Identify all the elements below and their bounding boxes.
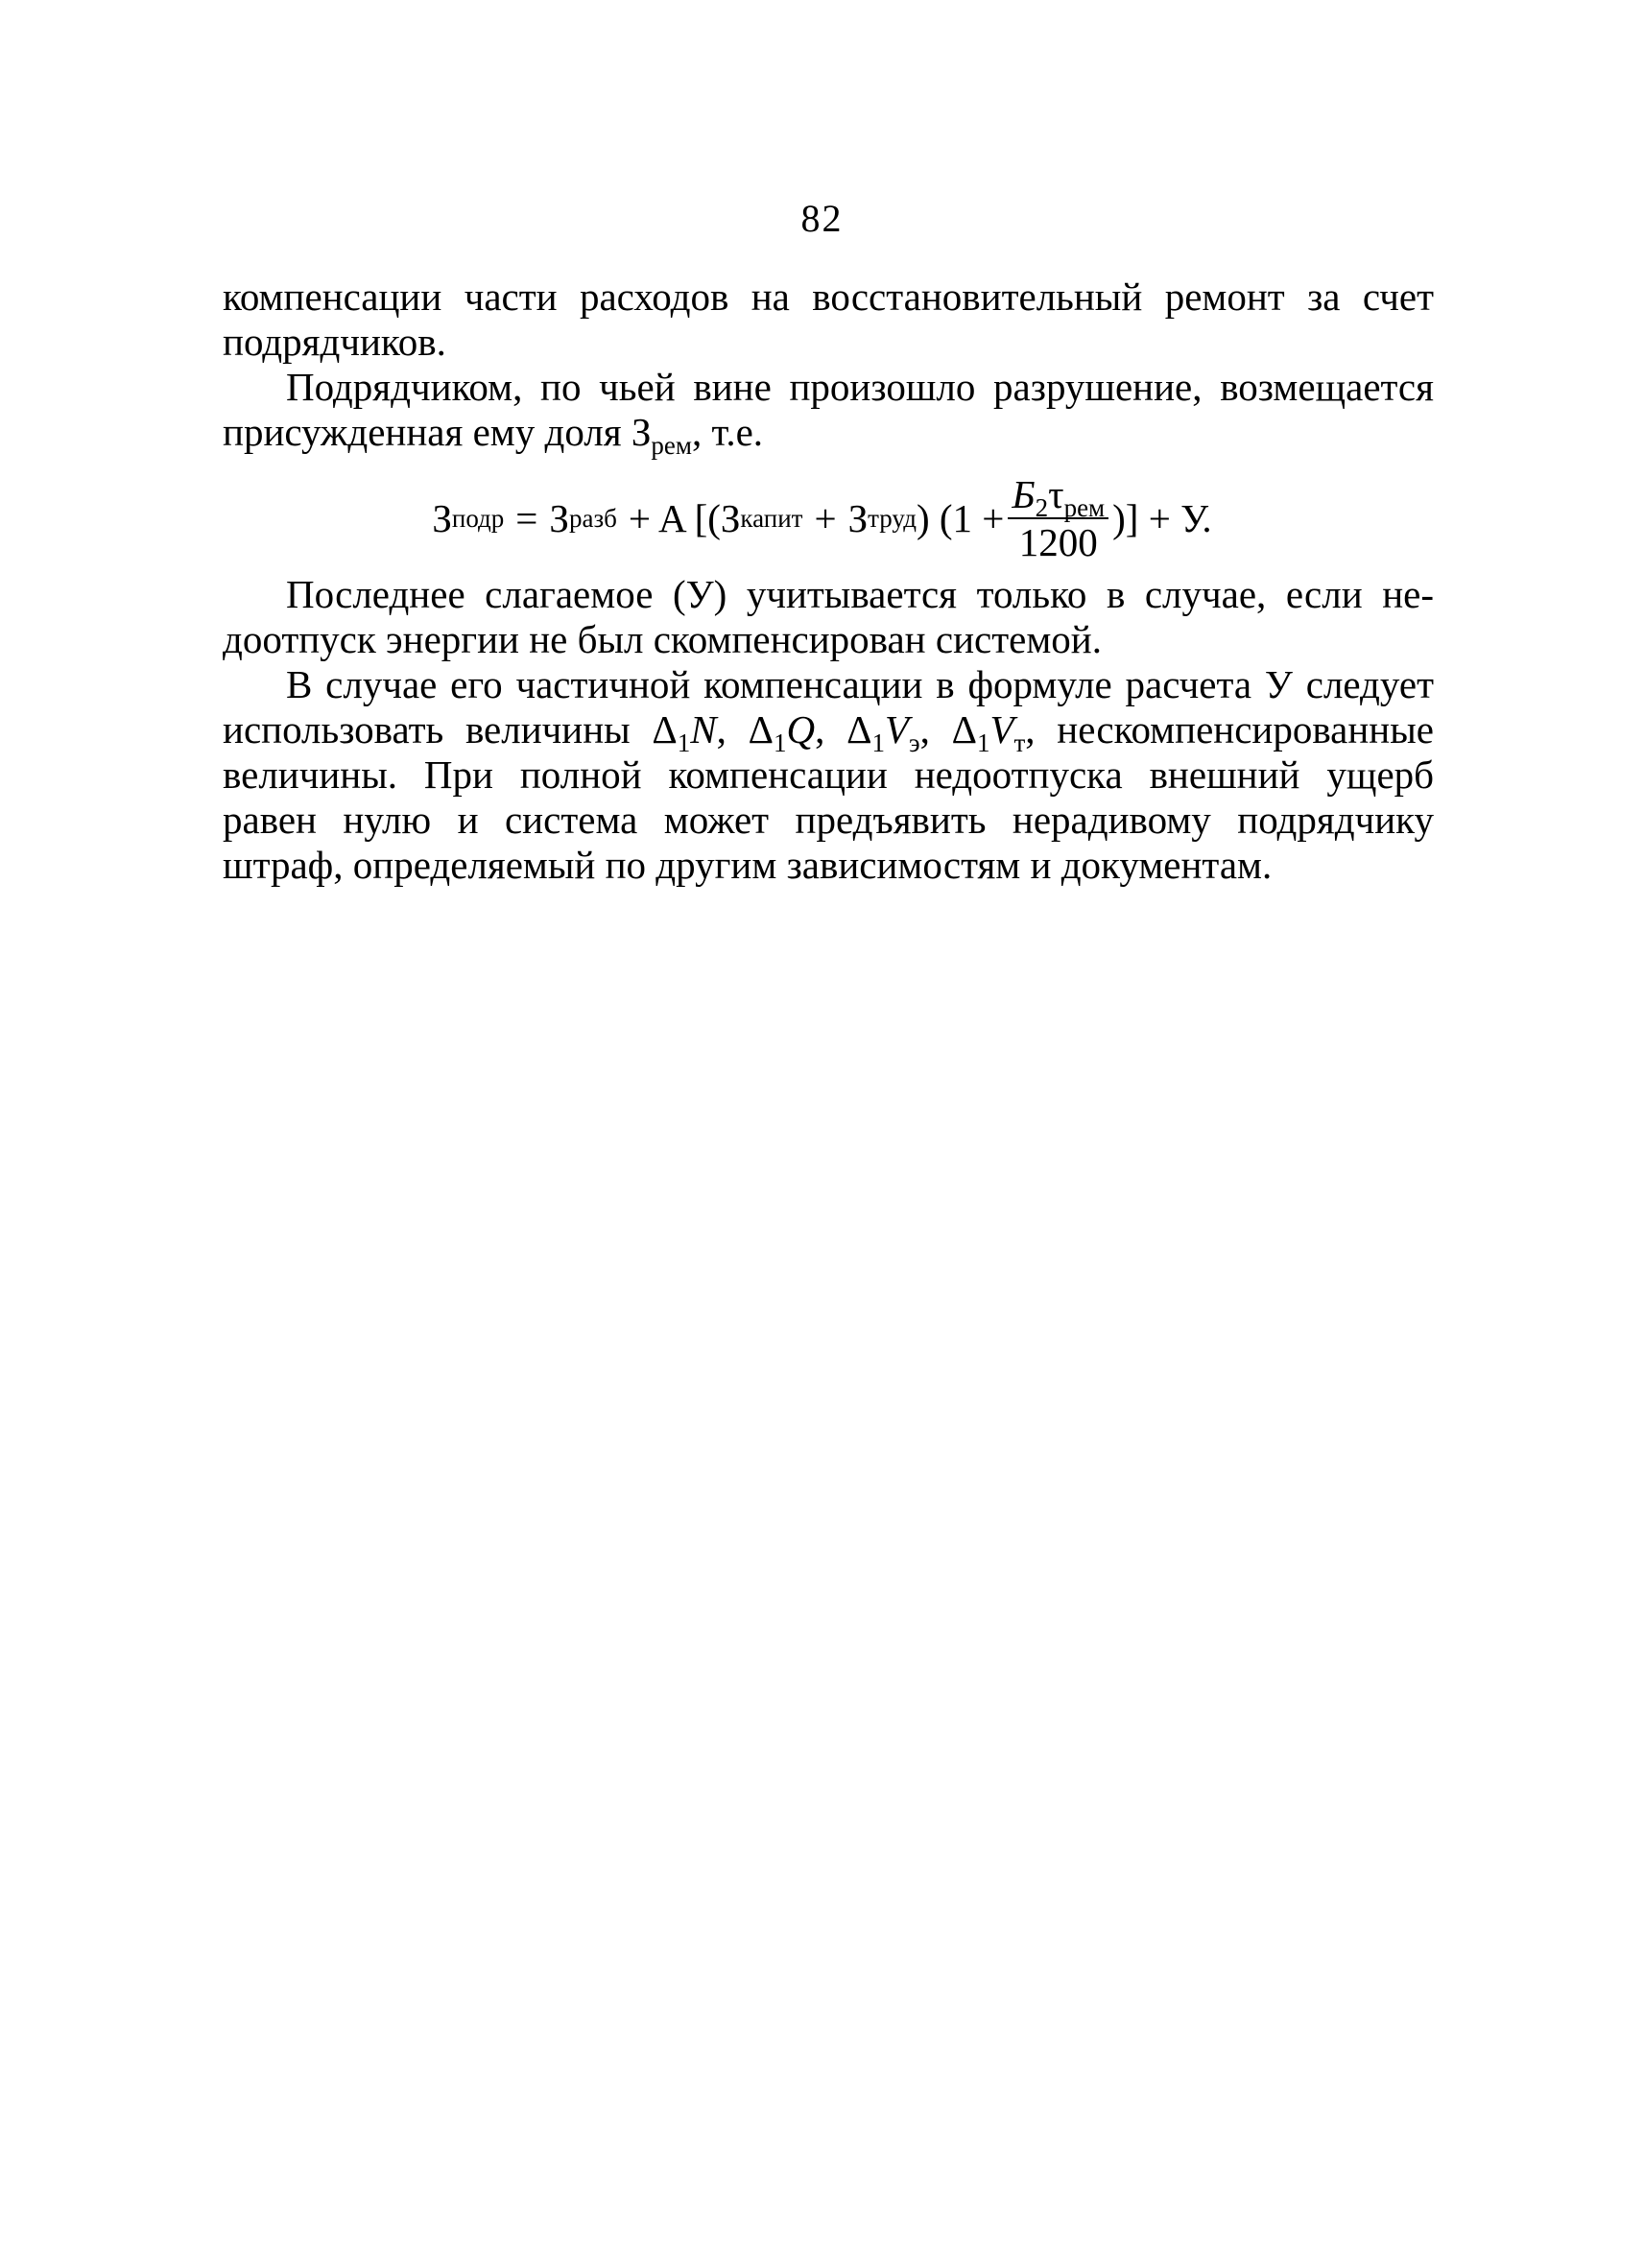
partial-text-b: , нескомпенсированные величины. При полной компенсации недоотпуска внешний ущерб равен нулю и система может предъявить нерадивому подрядчику штраф, определяемый по другим зависимостям и документам. (223, 707, 1434, 887)
subscript-rem: рем (651, 431, 692, 460)
delta-1-sub: 1 (677, 728, 691, 757)
numerator-b-sub: 2 (1035, 493, 1049, 522)
page-number: 82 (800, 197, 844, 240)
delta-4-var-sub: т (1013, 728, 1026, 757)
delta-4-var: V (989, 707, 1014, 752)
paragraph-contractor (223, 365, 1434, 460)
text-block-top (223, 275, 1434, 460)
formula-equals: = (515, 496, 538, 540)
delta-2-var: Q (786, 707, 816, 752)
delta-3-var: V (884, 707, 909, 752)
formula-open: ) (1 + (916, 496, 1005, 540)
paragraph-continuation: компенсации части расходов на восстановительный ремонт за счет подрядчиков. (223, 275, 1434, 364)
fraction-numerator (1008, 472, 1108, 522)
delta-sep-2: , Δ (815, 707, 872, 752)
delta-4-sub: 1 (976, 728, 990, 757)
formula-term-3: З (847, 496, 869, 540)
paragraph-partial-compensation (223, 662, 1434, 888)
formula-close: )] + У. (1112, 496, 1212, 540)
paragraph-contractor-text: Подрядчиком, по чьей вине произошло разрушение, возмещается присужденная ему доля З (223, 365, 1434, 454)
partial-text-a: В случае его частичной компенсации в формуле расчета У следует использовать величины Δ (223, 662, 1434, 752)
numerator-tau-sub: рем (1063, 493, 1106, 522)
formula-lhs: З (432, 496, 452, 540)
formula-fraction (1008, 473, 1108, 563)
text-block-bottom (223, 572, 1434, 888)
delta-sep-3: , Δ (919, 707, 977, 752)
cost-formula: З подр = З разб + A [( З капит + З труд ) (1 + $\frac{Б_2\tau_{рем}}{1200}$ )] + У. (432, 472, 1212, 564)
delta-sep-1: , Δ (716, 707, 774, 752)
formula-term-2: З (720, 496, 741, 540)
fraction-denominator: 1200 (1018, 520, 1098, 564)
paragraph-last-term: Последнее слагаемое (У) учитывается только в случае, если недоотпуск энергии не был скомпенсирован системой. (223, 572, 1434, 661)
numerator-b: Б (1012, 472, 1036, 516)
formula-plus-a: + A [( (628, 496, 721, 540)
formula-term-1: З (549, 496, 569, 540)
paragraph-contractor-tail: , т.е. (691, 410, 764, 454)
formula-plus: + (814, 496, 837, 540)
numerator-tau: τ (1048, 472, 1064, 516)
delta-3-sub: 1 (871, 728, 885, 757)
delta-1-var: N (690, 707, 717, 752)
delta-3-var-sub: э (909, 728, 920, 757)
delta-2-sub: 1 (774, 728, 787, 757)
